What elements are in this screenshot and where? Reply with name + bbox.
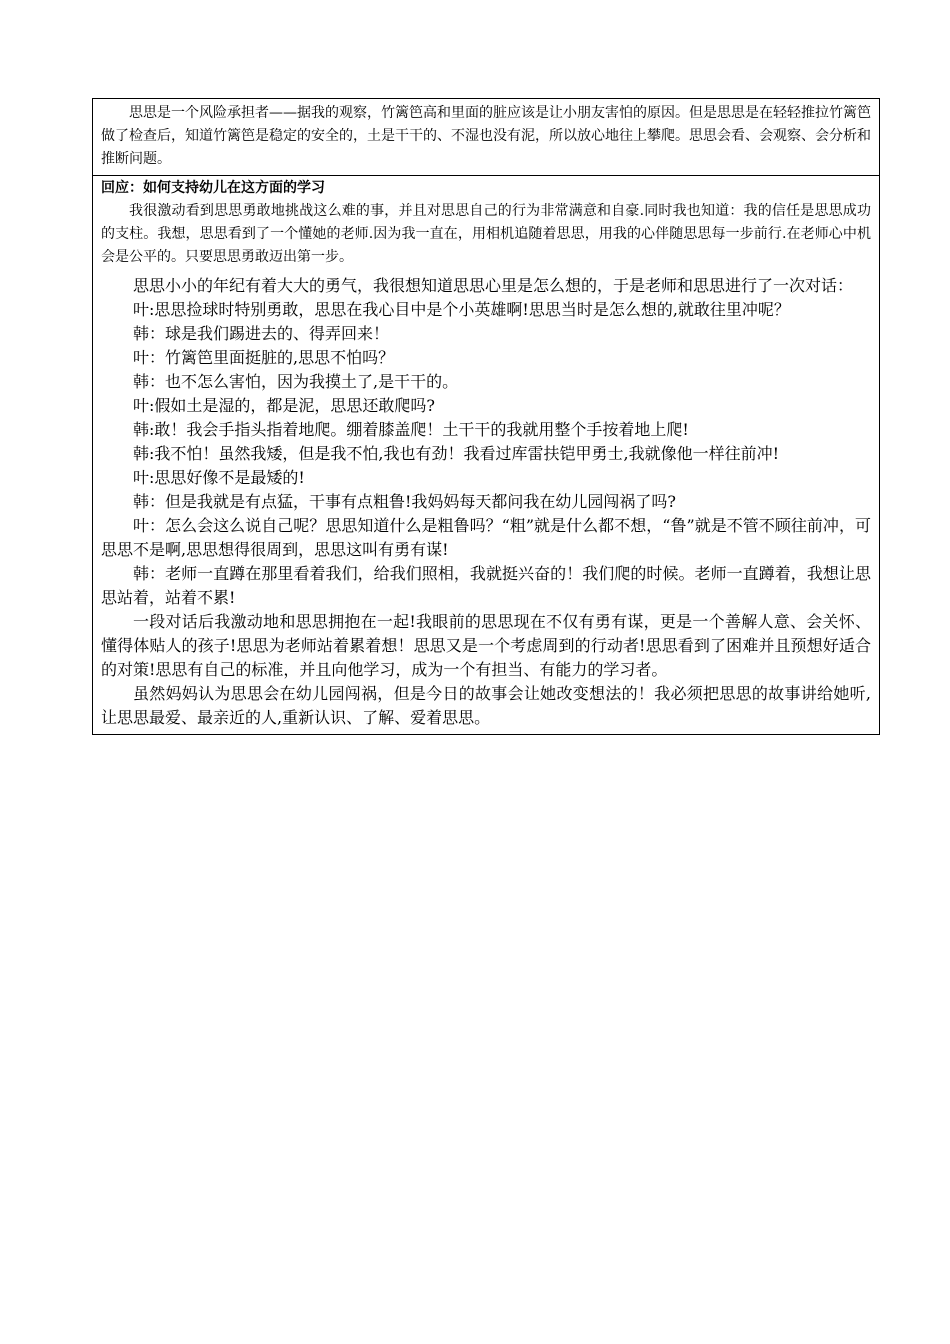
response-heading: 回应：如何支持幼儿在这方面的学习 [101, 180, 325, 196]
dialogue-line: 叶：怎么会这么说自己呢？思思知道什么是粗鲁吗？“粗”就是什么都不想，“鲁”就是不管不顾往前冲，可思思不是啊,思思想得很周到，思思这叫有勇有谋! [101, 516, 871, 559]
response-intro-paragraph: 我很激动看到思思勇敢地挑战这么难的事，并且对思思自己的行为非常满意和自豪.同时我也知道：我的信任是思思成功的支柱。我想，思思看到了一个懂她的老师.因为我一直在，用相机追随着思思，用我的心伴随思思每一步前行.在老师心中机会是公平的。只要思思勇敢迈出第一步。 [101, 203, 871, 265]
dialogue [101, 298, 871, 610]
dialogue-line: 韩：也不怎么害怕，因为我摸土了,是干干的。 [133, 372, 459, 391]
observation-text: 思思是一个风险承担者——据我的观察，竹篱笆高和里面的脏应该是让小朋友害怕的原因。但是思思是在轻轻推拉竹篱笆做了检查后，知道竹篱笆是稳定的安全的，土是干干的、不湿也没有泥，所以放心地往上攀爬。思思会看、会观察、会分析和推断问题。 [101, 105, 871, 167]
dialogue-line: 韩：老师一直蹲在那里看着我们，给我们照相，我就挺兴奋的！我们爬的时候。老师一直蹲着，我想让思思站着，站着不累! [101, 564, 871, 607]
dialogue-line: 叶:假如土是湿的，都是泥，思思还敢爬吗? [133, 396, 435, 415]
observation-cell [93, 99, 879, 176]
response-cell [93, 176, 879, 734]
dialogue-line: 韩：但是我就是有点猛，干事有点粗鲁!我妈妈每天都问我在幼儿园闯祸了吗? [133, 492, 677, 511]
dialogue-line: 韩:敢！我会手指头指着地爬。绷着膝盖爬！土干干的我就用整个手按着地上爬! [133, 420, 689, 439]
closing-paragraph: 虽然妈妈认为思思会在幼儿园闯祸，但是今日的故事会让她改变想法的！我必须把思思的故事讲给她听,让思思最爱、最亲近的人,重新认识、了解、爱着思思。 [101, 684, 871, 727]
document-table [92, 98, 880, 735]
dialogue-line: 叶:思思好像不是最矮的! [133, 468, 305, 487]
reflection-paragraph: 一段对话后我激动地和思思拥抱在一起!我眼前的思思现在不仅有勇有谋，更是一个善解人意、会关怀、懂得体贴人的孩子!思思为老师站着累着想！思思又是一个考虑周到的行动者!思思看到了困难并且预想好适合的对策!思思有自己的标准，并且向他学习，成为一个有担当、有能力的学习者。 [101, 612, 871, 679]
dialogue-line: 韩:我不怕！虽然我矮，但是我不怕,我也有劲！我看过库雷扶铠甲勇士,我就像他一样往前冲! [133, 444, 779, 463]
dialogue-intro-paragraph: 思思小小的年纪有着大大的勇气，我很想知道思思心里是怎么想的，于是老师和思思进行了一次对话： [133, 276, 854, 295]
dialogue-line: 韩：球是我们踢进去的、得弄回来！ [133, 324, 390, 343]
dialogue-line: 叶：竹篱笆里面挺脏的,思思不怕吗？ [133, 348, 395, 367]
dialogue-line: 叶:思思捡球时特别勇敢，思思在我心目中是个小英雄啊!思思当时是怎么想的,就敢往里冲呢？ [133, 300, 790, 319]
